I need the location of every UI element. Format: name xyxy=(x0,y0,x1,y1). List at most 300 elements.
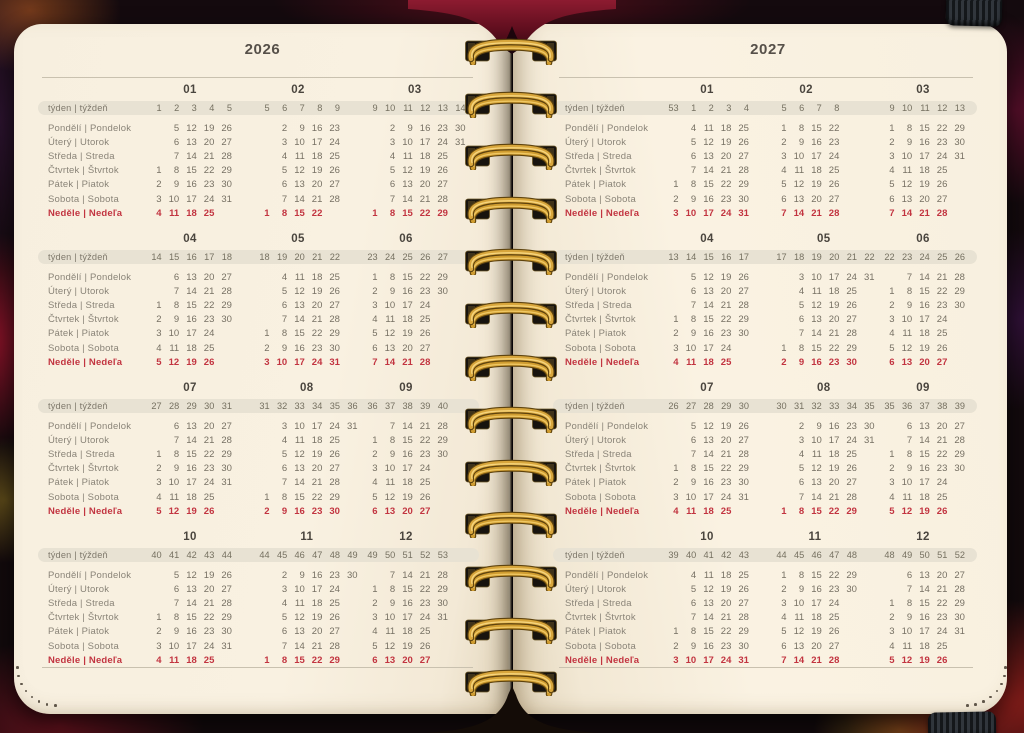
month-column-group xyxy=(771,506,877,517)
day-cell xyxy=(342,357,360,368)
day-cell: 30 xyxy=(738,193,749,205)
day-cell: 3 xyxy=(156,328,162,340)
day-cell: 3 xyxy=(156,193,162,205)
day-cell xyxy=(879,435,897,446)
day-cell: 4 xyxy=(673,356,679,368)
day-cell: 15 xyxy=(919,285,930,297)
day-cell: 23 xyxy=(846,420,857,432)
day-cell: 1 xyxy=(372,434,378,446)
month-column-group xyxy=(362,343,468,354)
day-cell: 11 xyxy=(902,491,913,503)
day-label: Úterý | Utorok xyxy=(48,285,110,297)
day-cell: 1 xyxy=(372,207,378,219)
day-cell: 22 xyxy=(720,626,732,638)
month-column-group xyxy=(362,252,468,262)
month-column-group xyxy=(771,286,877,297)
day-cell xyxy=(342,328,360,339)
day-cell: 3 xyxy=(889,477,895,489)
day-cell xyxy=(254,612,272,623)
week-number-cell xyxy=(751,252,769,262)
day-row xyxy=(513,327,1007,341)
day-cell: 20 xyxy=(311,463,323,475)
week-number-cell: 34 xyxy=(846,401,857,411)
month-column-group xyxy=(879,123,985,134)
month-column-group xyxy=(254,357,360,368)
day-cell: 29 xyxy=(437,271,448,283)
day-cell: 17 xyxy=(828,434,840,446)
day-rows xyxy=(513,270,1007,369)
day-cell xyxy=(450,328,468,339)
month-column-group xyxy=(362,382,468,394)
week-number-cell: 40 xyxy=(151,550,162,560)
week-number-cell: 20 xyxy=(829,252,840,262)
week-number-cell: 51 xyxy=(937,550,948,560)
day-cell: 28 xyxy=(846,328,857,340)
day-cell: 30 xyxy=(738,477,749,489)
stitch-dot xyxy=(1003,675,1006,678)
day-cell: 30 xyxy=(454,122,466,134)
day-cell: 18 xyxy=(919,491,930,503)
day-cell: 25 xyxy=(329,150,340,162)
day-cell xyxy=(751,123,769,134)
month-number: 09 xyxy=(399,381,413,394)
week-number-cell: 36 xyxy=(901,401,913,411)
week-number-cell: 12 xyxy=(420,103,431,113)
day-cell: 12 xyxy=(703,583,714,595)
day-cell: 5 xyxy=(889,179,895,191)
day-cell xyxy=(342,314,360,325)
day-cell: 24 xyxy=(720,654,732,666)
day-cell: 14 xyxy=(919,271,930,283)
week-number-cell xyxy=(841,103,859,113)
day-cell: 1 xyxy=(264,654,270,666)
day-cell: 14 xyxy=(402,420,413,432)
day-cell: 12 xyxy=(294,165,305,177)
day-cell: 20 xyxy=(402,505,413,517)
month-column-group xyxy=(146,435,252,446)
day-cell: 8 xyxy=(173,165,180,177)
month-column-group xyxy=(254,382,360,394)
day-cell xyxy=(751,598,769,609)
day-label: Sobota | Sobota xyxy=(565,193,636,205)
month-column-group xyxy=(771,151,877,162)
day-cell: 11 xyxy=(811,448,822,460)
month-column-group xyxy=(146,286,252,297)
day-cell xyxy=(967,477,985,488)
day-cell: 25 xyxy=(329,434,340,446)
day-cell xyxy=(949,328,967,339)
week-number-cell: 45 xyxy=(793,550,805,560)
day-cell: 19 xyxy=(919,654,930,666)
day-cell xyxy=(859,584,877,595)
day-row xyxy=(14,135,511,149)
day-cell: 17 xyxy=(919,477,930,489)
day-cell xyxy=(751,194,769,205)
day-cell: 24 xyxy=(203,328,215,340)
day-cell: 12 xyxy=(811,299,822,311)
day-cell xyxy=(362,151,380,162)
month-column-group xyxy=(146,584,252,595)
day-cell: 4 xyxy=(690,122,697,134)
day-cell: 12 xyxy=(168,356,180,368)
day-cell: 26 xyxy=(419,640,431,652)
day-label: Neděle | Nedeľa xyxy=(48,505,123,517)
day-cell xyxy=(234,477,252,488)
day-cell: 26 xyxy=(329,285,340,297)
day-cell: 20 xyxy=(203,583,215,595)
month-column-group xyxy=(771,435,877,446)
day-cell: 3 xyxy=(673,654,679,666)
day-row xyxy=(14,121,511,135)
day-cell: 22 xyxy=(828,505,840,517)
day-cell: 30 xyxy=(221,626,232,638)
day-cell xyxy=(663,272,681,283)
month-column-group xyxy=(771,84,877,96)
month-column-group xyxy=(146,612,252,623)
day-cell: 13 xyxy=(294,463,305,475)
month-column-group xyxy=(663,357,769,368)
day-cell xyxy=(967,151,985,162)
month-column-group xyxy=(771,343,877,354)
day-cell: 24 xyxy=(419,463,431,475)
day-cell: 5 xyxy=(781,626,787,638)
week-number-cell: 9 xyxy=(334,103,340,113)
month-column-group xyxy=(879,382,985,394)
day-cell: 2 xyxy=(781,356,787,368)
day-cell: 22 xyxy=(419,207,431,219)
month-column-group xyxy=(879,506,985,517)
day-cell: 18 xyxy=(919,165,930,177)
day-cell: 30 xyxy=(437,285,448,297)
day-cell: 12 xyxy=(294,285,305,297)
day-cell xyxy=(967,435,985,446)
month-column-group xyxy=(663,506,769,517)
day-cell: 6 xyxy=(906,420,913,432)
day-cell: 11 xyxy=(294,271,305,283)
day-cell: 22 xyxy=(720,314,732,326)
day-cell xyxy=(234,343,252,354)
month-column-group xyxy=(146,151,252,162)
day-cell: 2 xyxy=(673,477,679,489)
month-column-group xyxy=(254,151,360,162)
month-column-group xyxy=(362,179,468,190)
month-number: 03 xyxy=(408,83,422,96)
day-cell: 22 xyxy=(311,328,323,340)
day-cell: 4 xyxy=(781,165,787,177)
month-column-group xyxy=(362,655,468,666)
day-cell: 8 xyxy=(173,299,180,311)
day-cell: 6 xyxy=(281,299,288,311)
month-column-group xyxy=(771,194,877,205)
binding-ring xyxy=(463,32,559,65)
week-number-cell: 17 xyxy=(738,252,749,262)
week-number-cell xyxy=(234,252,252,262)
day-cell xyxy=(342,477,360,488)
day-cell: 18 xyxy=(811,165,822,177)
day-cell: 17 xyxy=(402,463,413,475)
day-cell: 27 xyxy=(738,597,749,609)
day-cell: 2 xyxy=(156,463,162,475)
day-cell: 25 xyxy=(203,342,215,354)
day-row xyxy=(14,490,511,504)
week-number-cell xyxy=(751,550,769,560)
day-cell xyxy=(771,449,789,460)
month-column-group xyxy=(663,401,769,411)
day-cell: 18 xyxy=(402,477,413,489)
day-cell: 30 xyxy=(863,420,875,432)
day-cell: 7 xyxy=(781,207,787,219)
day-cell: 19 xyxy=(720,271,732,283)
day-cell: 6 xyxy=(906,569,913,581)
day-cell xyxy=(967,421,985,432)
day-cell: 5 xyxy=(781,179,787,191)
day-cell: 25 xyxy=(203,207,215,219)
day-row xyxy=(14,178,511,192)
day-label: Pondělí | Pondelok xyxy=(48,569,132,581)
day-label: Pátek | Piatok xyxy=(565,328,627,340)
week-number-cell: 35 xyxy=(864,401,875,411)
month-column-group xyxy=(771,550,877,560)
day-cell: 7 xyxy=(389,569,396,581)
day-cell: 13 xyxy=(186,583,197,595)
day-cell: 27 xyxy=(419,654,431,666)
day-cell: 28 xyxy=(954,434,965,446)
day-cell: 23 xyxy=(936,612,948,624)
day-cell: 19 xyxy=(402,640,413,652)
day-row xyxy=(513,476,1007,490)
day-label: Neděle | Nedeľa xyxy=(48,654,123,666)
day-cell: 10 xyxy=(384,463,396,475)
day-cell: 17 xyxy=(402,299,413,311)
week-number-cell: 13 xyxy=(668,252,679,262)
day-cell: 5 xyxy=(889,342,895,354)
day-cell: 28 xyxy=(738,612,749,624)
day-label: Pátek | Piatok xyxy=(48,477,110,489)
day-cell: 29 xyxy=(221,165,232,177)
day-cell: 2 xyxy=(889,612,895,624)
day-cell xyxy=(342,179,360,190)
day-label: Neděle | Nedeľa xyxy=(565,207,640,219)
month-header-row xyxy=(513,82,1007,97)
day-cell: 4 xyxy=(156,654,162,666)
day-cell xyxy=(234,570,252,581)
week-header-label: týden | týždeň xyxy=(565,252,625,262)
bottom-divider xyxy=(559,667,973,668)
week-number-cell: 27 xyxy=(685,401,697,411)
day-cell xyxy=(254,449,272,460)
day-cell xyxy=(841,165,859,176)
month-column-group xyxy=(362,531,468,543)
month-column-group xyxy=(146,531,252,543)
day-cell xyxy=(751,343,769,354)
day-cell: 22 xyxy=(936,448,948,460)
day-cell: 17 xyxy=(919,314,930,326)
day-cell: 27 xyxy=(738,285,749,297)
week-number-cell: 17 xyxy=(204,252,215,262)
week-header-label: týden | týždeň xyxy=(48,550,108,560)
day-cell: 13 xyxy=(186,271,197,283)
day-cell: 9 xyxy=(690,477,697,489)
day-cell: 22 xyxy=(203,448,215,460)
day-row xyxy=(513,178,1007,192)
day-cell: 31 xyxy=(954,626,965,638)
day-cell xyxy=(859,300,877,311)
week-number-cell: 24 xyxy=(384,252,396,262)
day-cell xyxy=(663,612,681,623)
week-number-cell: 39 xyxy=(668,550,679,560)
day-cell: 25 xyxy=(329,271,340,283)
day-cell: 30 xyxy=(329,342,340,354)
day-cell: 6 xyxy=(798,477,805,489)
day-cell: 7 xyxy=(798,491,805,503)
week-number-cell: 7 xyxy=(299,103,305,113)
month-number: 12 xyxy=(916,530,930,543)
week-number-cell: 22 xyxy=(864,252,875,262)
day-cell: 3 xyxy=(281,136,288,148)
day-row xyxy=(513,653,1007,667)
month-column-group xyxy=(362,151,468,162)
month-column-group xyxy=(254,598,360,609)
day-cell: 24 xyxy=(329,420,340,432)
day-cell: 30 xyxy=(738,640,749,652)
week-number-cell: 48 xyxy=(329,550,340,560)
day-label: Úterý | Utorok xyxy=(565,136,627,148)
day-cell xyxy=(967,328,985,339)
day-cell: 3 xyxy=(673,342,679,354)
quarter-row xyxy=(513,380,1007,518)
day-cell: 11 xyxy=(686,356,697,368)
day-cell: 8 xyxy=(690,314,697,326)
day-cell xyxy=(751,272,769,283)
day-cell: 10 xyxy=(168,193,180,205)
day-cell: 30 xyxy=(221,179,232,191)
month-number: 04 xyxy=(183,232,197,245)
day-cell xyxy=(342,208,360,219)
month-number: 11 xyxy=(300,530,314,543)
day-cell: 14 xyxy=(793,207,805,219)
day-cell: 2 xyxy=(264,342,270,354)
day-cell: 13 xyxy=(901,356,913,368)
day-cell: 13 xyxy=(901,193,913,205)
day-cell: 24 xyxy=(329,136,340,148)
day-cell: 17 xyxy=(311,420,323,432)
day-row xyxy=(14,611,511,625)
day-cell: 13 xyxy=(793,640,805,652)
day-cell: 4 xyxy=(781,612,787,624)
day-cell xyxy=(342,343,360,354)
week-number-cell: 43 xyxy=(738,550,749,560)
day-cell: 19 xyxy=(402,491,413,503)
day-cell: 24 xyxy=(203,640,215,652)
month-number: 08 xyxy=(300,381,314,394)
day-cell: 28 xyxy=(329,193,340,205)
day-cell xyxy=(841,208,859,219)
day-cell xyxy=(342,449,360,460)
day-cell: 23 xyxy=(203,626,215,638)
day-cell xyxy=(216,655,234,666)
day-cell xyxy=(342,435,360,446)
elastic-band-anchor-top xyxy=(946,0,1003,27)
month-column-group xyxy=(771,233,877,245)
day-label: Čtvrtek | Štvrtok xyxy=(565,612,636,624)
day-cell: 6 xyxy=(798,314,805,326)
month-column-group xyxy=(146,401,252,411)
day-cell: 7 xyxy=(173,150,180,162)
month-column-group xyxy=(254,123,360,134)
day-cell xyxy=(949,343,967,354)
day-cell xyxy=(967,300,985,311)
day-cell xyxy=(432,328,450,339)
day-cell: 13 xyxy=(811,314,822,326)
day-cell: 15 xyxy=(703,314,714,326)
day-cell xyxy=(967,286,985,297)
day-cell: 1 xyxy=(673,179,679,191)
month-column-group xyxy=(254,531,360,543)
day-cell: 4 xyxy=(673,505,679,517)
day-cell: 6 xyxy=(372,654,378,666)
day-cell: 1 xyxy=(673,314,679,326)
month-column-group xyxy=(879,463,985,474)
day-cell: 27 xyxy=(846,477,857,489)
day-cell: 28 xyxy=(221,285,232,297)
day-cell: 30 xyxy=(221,314,232,326)
day-cell: 23 xyxy=(720,477,732,489)
month-header-row xyxy=(513,231,1007,246)
day-cell: 14 xyxy=(811,328,822,340)
day-cell: 12 xyxy=(793,626,805,638)
week-number-cell xyxy=(859,550,877,560)
day-row xyxy=(14,596,511,610)
day-cell xyxy=(432,300,450,311)
day-cell xyxy=(751,137,769,148)
day-row xyxy=(513,419,1007,433)
month-number: 08 xyxy=(817,381,831,394)
month-column-group xyxy=(771,449,877,460)
day-cell xyxy=(342,492,360,503)
day-cell: 8 xyxy=(389,434,396,446)
week-number-cell: 31 xyxy=(259,401,270,411)
month-column-group xyxy=(362,103,468,113)
day-row xyxy=(513,625,1007,639)
stitch-dot xyxy=(54,704,57,707)
day-cell xyxy=(751,477,769,488)
day-cell xyxy=(234,612,252,623)
day-cell: 31 xyxy=(221,193,232,205)
day-cell: 23 xyxy=(419,448,431,460)
day-cell xyxy=(771,477,789,488)
day-cell xyxy=(841,612,859,623)
month-column-group xyxy=(663,612,769,623)
day-cell: 12 xyxy=(384,328,396,340)
day-cell: 11 xyxy=(686,505,697,517)
day-cell: 20 xyxy=(936,569,948,581)
day-cell xyxy=(751,314,769,325)
day-cell: 2 xyxy=(372,448,378,460)
day-cell: 5 xyxy=(173,569,180,581)
week-number-cell: 10 xyxy=(901,103,913,113)
day-cell: 18 xyxy=(703,505,714,517)
month-column-group xyxy=(771,272,877,283)
day-cell: 2 xyxy=(889,136,895,148)
day-cell: 28 xyxy=(221,597,232,609)
day-cell xyxy=(967,655,985,666)
day-cell: 21 xyxy=(419,193,431,205)
week-number-cell: 40 xyxy=(437,401,448,411)
day-cell xyxy=(254,435,272,446)
day-cell: 21 xyxy=(203,434,215,446)
week-number-cell: 21 xyxy=(312,252,323,262)
day-cell xyxy=(146,435,164,446)
